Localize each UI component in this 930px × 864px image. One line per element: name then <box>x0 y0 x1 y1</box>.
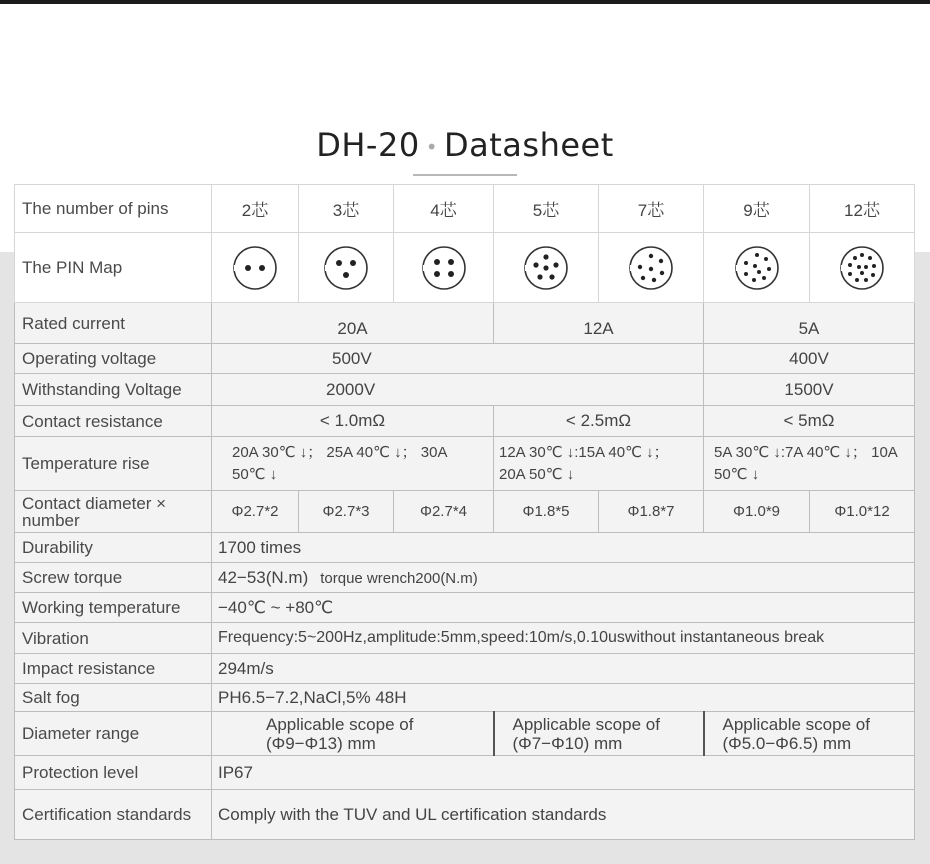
table-row-working-temperature <box>15 593 915 623</box>
screw-torque-cell <box>212 563 915 593</box>
rated-current-cell: 5A <box>704 303 915 344</box>
title-word: Datasheet <box>443 126 614 164</box>
pins-cell: 2芯 <box>212 185 299 233</box>
pin-map-4-icon <box>394 233 494 303</box>
table-row-contact-diameter <box>15 491 915 533</box>
label-certification: Certification standards <box>15 790 212 840</box>
label-pin-map: The PIN Map <box>15 233 212 303</box>
rated-current-cell: 20A <box>212 303 494 344</box>
contact-diameter-cell: Φ2.7*3 <box>299 491 394 533</box>
table-row-contact-resistance <box>15 406 915 437</box>
screw-torque-note: torque wrench200(N.m) <box>320 569 478 587</box>
table-row-operating-voltage <box>15 344 915 374</box>
label-contact-resistance: Contact resistance <box>15 406 212 437</box>
withstanding-voltage-cell: 1500V <box>704 374 915 406</box>
pins-cell: 4芯 <box>394 185 494 233</box>
label-working-temperature: Working temperature <box>15 593 212 623</box>
table-row-protection-level <box>15 756 915 790</box>
pins-cell: 9芯 <box>704 185 810 233</box>
pins-cell: 5芯 <box>494 185 599 233</box>
diameter-range-cell: Applicable scope of (Φ7−Φ10) mm <box>494 712 704 756</box>
table-row-salt-fog <box>15 684 915 712</box>
protection-level-value: IP67 <box>212 756 915 790</box>
label-contact-diameter: Contact diameter × number <box>15 491 212 533</box>
table-row-diameter-range <box>15 712 915 756</box>
withstanding-voltage-cell: 2000V <box>212 374 704 406</box>
pins-cell: 7芯 <box>599 185 704 233</box>
table-row-vibration <box>15 623 915 654</box>
title-underline <box>413 174 517 176</box>
screw-torque-value: 42−53(N.m) <box>218 567 309 587</box>
table-row-certification <box>15 790 915 840</box>
pin-map-3-icon <box>299 233 394 303</box>
salt-fog-value: PH6.5−7.2,NaCl,5% 48H <box>212 684 915 712</box>
pins-cell: 3芯 <box>299 185 394 233</box>
contact-diameter-cell: Φ1.8*7 <box>599 491 704 533</box>
label-rated-current: Rated current <box>15 303 212 344</box>
temperature-rise-cell: 5A 30℃ ↓:7A 40℃ ↓； 10A 50℃ ↓ <box>704 437 915 491</box>
contact-resistance-cell: < 2.5mΩ <box>494 406 704 437</box>
label-durability: Durability <box>15 533 212 563</box>
label-impact-resistance: Impact resistance <box>15 654 212 684</box>
label-temperature-rise: Temperature rise <box>15 437 212 491</box>
durability-value: 1700 times <box>212 533 915 563</box>
table-row-withstanding-voltage <box>15 374 915 406</box>
datasheet-table <box>14 184 915 840</box>
table-row-rated-current <box>15 303 915 344</box>
operating-voltage-cell: 400V <box>704 344 915 374</box>
label-protection-level: Protection level <box>15 756 212 790</box>
table-row-pins <box>15 185 915 233</box>
label-pins: The number of pins <box>15 185 212 233</box>
pins-cell: 12芯 <box>810 185 915 233</box>
label-diameter-range: Diameter range <box>15 712 212 756</box>
pin-map-5-icon <box>494 233 599 303</box>
contact-resistance-cell: < 5mΩ <box>704 406 915 437</box>
table-row-durability <box>15 533 915 563</box>
table-row-pin-map <box>15 233 915 303</box>
operating-voltage-cell: 500V <box>212 344 704 374</box>
label-vibration: Vibration <box>15 623 212 654</box>
vibration-value: Frequency:5~200Hz,amplitude:5mm,speed:10m/s,0.10uswithout instantaneous break <box>212 623 915 654</box>
temperature-rise-cell: 20A 30℃ ↓； 25A 40℃ ↓； 30A 50℃ ↓ <box>212 437 494 491</box>
pin-map-7-icon <box>599 233 704 303</box>
working-temperature-value: −40℃ ~ +80℃ <box>212 593 915 623</box>
label-withstanding-voltage: Withstanding Voltage <box>15 374 212 406</box>
impact-resistance-value: 294m/s <box>212 654 915 684</box>
label-screw-torque: Screw torque <box>15 563 212 593</box>
pin-map-9-icon <box>704 233 810 303</box>
table-row-temperature-rise <box>15 437 915 491</box>
label-salt-fog: Salt fog <box>15 684 212 712</box>
pin-map-2-icon <box>212 233 299 303</box>
diameter-range-cell: Applicable scope of (Φ9−Φ13) mm <box>212 712 494 756</box>
top-border-bar <box>0 0 930 4</box>
label-operating-voltage: Operating voltage <box>15 344 212 374</box>
table-row-impact-resistance <box>15 654 915 684</box>
contact-diameter-cell: Φ1.0*9 <box>704 491 810 533</box>
title-model: DH-20 <box>316 126 420 164</box>
contact-diameter-cell: Φ2.7*2 <box>212 491 299 533</box>
rated-current-cell: 12A <box>494 303 704 344</box>
contact-diameter-cell: Φ1.8*5 <box>494 491 599 533</box>
diameter-range-cell: Applicable scope of (Φ5.0−Φ6.5) mm <box>704 712 915 756</box>
pin-map-12-icon <box>810 233 915 303</box>
temperature-rise-cell: 12A 30℃ ↓:15A 40℃ ↓； 20A 50℃ ↓ <box>494 437 704 491</box>
contact-resistance-cell: < 1.0mΩ <box>212 406 494 437</box>
certification-value: Comply with the TUV and UL certification standards <box>212 790 915 840</box>
table-row-screw-torque <box>15 563 915 593</box>
contact-diameter-cell: Φ2.7*4 <box>394 491 494 533</box>
page-title <box>0 126 930 164</box>
title-separator: • <box>425 135 438 159</box>
contact-diameter-cell: Φ1.0*12 <box>810 491 915 533</box>
